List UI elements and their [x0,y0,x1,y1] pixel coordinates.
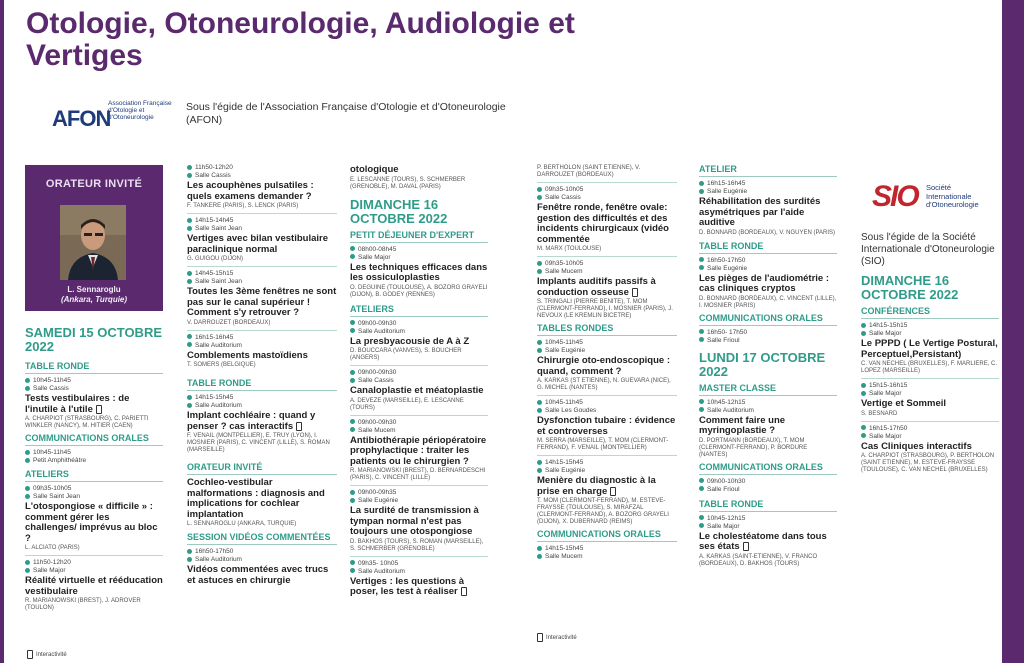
session-time: 09h35-10h05 [537,260,677,268]
divider [350,415,488,416]
section-table-ronde: TABLE RONDE [187,378,337,391]
clock-icon [25,486,30,491]
session-time: 09h35- 10h05 [350,560,488,568]
session-room: Salle Mucem [537,553,677,561]
clock-icon [187,395,192,400]
session-authors: O. DEGUINE (TOULOUSE), A. BOZORG GRAYELI (DIJON), B. GODEY (RENNES) [350,284,488,298]
session-room: Salle Auditorium [350,568,488,576]
session-room: Salle Major [25,567,163,575]
location-pin-icon [25,494,30,499]
column-sunday-2 [537,164,677,561]
sio-patronage: Sous l'égide de la Société Internationale d'Otoneurologie (SIO) [861,232,995,267]
session-title: Les pièges de l'audiométrie : cas cliniques cryptos [699,272,830,294]
sio-logo-subtitle: Société Internationale d'Otoneurologie [926,183,979,209]
column-saturday [25,326,163,615]
interactivity-icon [743,542,749,551]
clock-icon [537,546,542,551]
legend: Interactivité [537,633,577,642]
session-title: L'otospongiose « difficile » : comment gérer les challenges/ imprévus au bloc ? [25,501,158,544]
session-authors: V. DARROUZET (BORDEAUX) [187,319,271,326]
session-time: 14h15-15h45 [187,394,337,402]
afon-logo [52,98,172,140]
session-time: 15h15-16h15 [861,382,999,390]
day-heading-sunday: DIMANCHE 16 OCTOBRE 2022 [350,196,448,226]
session-room: Salle Eugénie [350,497,488,505]
clock-icon [350,560,355,565]
location-pin-icon [537,195,542,200]
location-pin-icon [699,189,704,194]
interactivity-icon [461,587,467,596]
session-title: Tests vestibulaires : de l'inutile à l'utile [25,393,130,415]
session-authors: A. CHARPIOT (STRASBOURG), P. BERTHOLON (SAINT ETIENNE), M. ESTEVE-FRAYSSE (TOULOUSE), C. VAN NECHEL (BRUXELLES) [861,453,995,473]
clock-icon [350,320,355,325]
clock-icon [699,478,704,483]
session-time: 08h00-08h45 [350,246,488,254]
portrait-icon [60,205,126,280]
session-room: Salle Mucem [350,427,488,435]
session-title: Le cholestéatome dans tous ses états [699,530,827,553]
session-time: 10h45-11h45 [25,449,163,457]
location-pin-icon [699,265,704,270]
session-time: 10h45-11h45 [25,377,163,385]
session-time: 09h00-09h30 [350,419,488,427]
session-time: 10h45-11h45 [537,339,677,347]
location-pin-icon [187,557,192,562]
session-authors: M. MARX (TOULOUSE) [537,246,602,252]
location-pin-icon [861,391,866,396]
section-ateliers: ATELIERS [25,469,163,482]
interactivity-icon [537,633,543,642]
sio-logo-text: SIO [872,180,918,213]
clock-icon [699,399,704,404]
session-authors: A. KARKAS (SAINT-ETIENNE), V. FRANCO (BORDEAUX), D. BAKHOS (TOURS) [699,553,818,567]
left-band [0,0,4,663]
section-atelier: ATELIER [699,164,837,177]
clock-icon [350,370,355,375]
day-heading-monday: LUNDI 17 OCTOBRE 2022 [699,349,826,379]
session-room: Salle Cassis [350,377,488,385]
session-authors: S. BESNARD [861,410,898,417]
section-tables-rondes: TABLES RONDES [537,323,677,336]
clock-icon [537,187,542,192]
session-time: 10h45-12h15 [699,515,837,523]
divider [537,256,677,257]
session-room: Salle Cassis [537,194,677,202]
section-master-classe: MASTER CLASSE [699,383,837,396]
session-room: Salle Major [861,330,999,338]
session-authors: R. MARIANOWSKI (BREST), J. ADROVER (TOULON) [25,598,141,612]
session-time: 09h35-10h05 [25,485,163,493]
session-title: Comment faire une myringoplastie ? [699,414,786,436]
session-authors: F. VENAIL (MONTPELLIER), E. TRUY (LYON), I. MOSNIER (PARIS), C. VINCENT (LILLE), S. ROMAN (MARSEILLE) [187,433,330,454]
orateur-place: (Ankara, Turquie) [60,294,128,304]
location-pin-icon [187,342,192,347]
session-authors: G. GUIGOU (DIJON) [187,256,243,262]
location-pin-icon [350,254,355,259]
session-time: 16h50- 17h50 [699,329,837,337]
session-title: Réalité virtuelle et rééducation vestibulaire [25,575,163,597]
interactivity-icon [296,422,302,431]
section-table-ronde: TABLE RONDE [699,499,837,512]
page-title: Otologie, Otoneurologie, Audiologie et Vertiges [26,7,575,72]
orateur-name: L. Sennaroglu [67,285,121,294]
divider [537,182,677,183]
session-room: Salle Saint Jean [25,493,163,501]
session-room: Salle Auditorium [187,556,337,564]
divider [861,421,999,422]
session-title: Dysfonction tubaire : évidence et controverses [537,415,676,437]
session-authors: R. MARIANOWSKI (BREST), D. BERNARDESCHI (PARIS), C. VINCENT (LILLE) [350,468,486,481]
location-pin-icon [699,407,704,412]
clock-icon [537,340,542,345]
location-pin-icon [350,328,355,333]
session-authors: A. DEVEZE (MARSEILLE), E. LESCANNE (TOURS) [350,397,464,411]
column-sunday [350,164,488,598]
session-room: Salle Les Goudes [537,407,677,415]
session-title: Vertige et Sommeil [861,398,947,409]
session-time: 16h15-16h45 [699,180,837,188]
session-title: Fenêtre ronde, fenêtre ovale: gestion des difficultés et des incidents chirurgicaux (vidéo commentée [537,202,669,245]
clock-icon [537,460,542,465]
session-authors: T. MOM (CLERMONT-FERRAND), M. ESTEVE-FRAYSSE (TOULOUSE), S. MIRAFZAL (CLERMONT-FERRAND), A. BOZORG GRAYELI (DIJON), X. DUBERNARD (REIMS) [537,498,669,526]
clock-icon [350,419,355,424]
clock-icon [861,323,866,328]
session-room: Petit Amphithéâtre [25,457,163,465]
session-time: 11h50-12h20 [187,164,337,172]
location-pin-icon [699,337,704,342]
section-communications: COMMUNICATIONS ORALES [537,529,677,542]
location-pin-icon [699,523,704,528]
session-time: 09h00-09h30 [350,320,488,328]
location-pin-icon [537,554,542,559]
divider [187,330,337,331]
session-title: Le PPPD ( Le Vertige Postural, Perceptuel,Persistant) [861,338,998,360]
right-band [1002,0,1024,663]
session-authors: D. BOUCCARA (VANVES), S. BOUCHER (ANGERS) [350,348,462,361]
section-communications: COMMUNICATIONS ORALES [699,313,837,326]
session-authors: D. PORTMANN (BORDEAUX), T. MOM (CLERMONT-FERRAND), P. BORDURE (NANTES) [699,437,808,458]
divider [187,266,337,267]
session-title: Vertiges : les questions à poser, les test à réaliser [350,577,488,598]
legend: Interactivité [27,650,67,659]
orateur-box [25,165,163,311]
session-title: Chirurgie oto-endoscopique : quand, comment ? [537,355,670,377]
location-pin-icon [25,386,30,391]
session-authors: F. TANKERE (PARIS), S. LENCK (PARIS) [187,203,299,209]
session-room: Salle Frioul [699,486,837,494]
sio-logo [872,180,992,220]
clock-icon [350,490,355,495]
divider [350,485,488,486]
session-time: 16h15-17h50 [861,425,999,433]
location-pin-icon [537,468,542,473]
location-pin-icon [25,568,30,573]
session-authors: A. CHARPIOT (STRASBOURG), C. PARIETTI WINKLER (NANCY), M. HITIER (CAEN) [25,416,149,430]
clock-icon [699,329,704,334]
session-room: Salle Eugénie [699,188,837,196]
session-title: Vertiges avec bilan vestibulaire paraclinique normal [187,233,328,255]
session-room: Salle Auditorium [699,407,837,415]
interactivity-icon [27,650,33,659]
session-title: Implants auditifs passifs à conduction osseuse [537,276,656,298]
session-time: 16h50-17h50 [699,257,837,265]
session-room: Salle Eugénie [537,347,677,355]
section-petit-dejeuner: PETIT DÉJEUNER D'EXPERT [350,230,488,243]
session-time: 10h45-12h15 [699,399,837,407]
session-title: La presbyacousie de A à Z [350,335,470,347]
session-title: Cas Cliniques interactifs [861,440,972,452]
session-time: 09h35-10h05 [537,186,677,194]
session-time: 14h15-14h45 [187,217,337,225]
session-authors: A. KARKAS (ST ETIENNE), N. GUEVARA (NICE), G. MICHEL (NANTES) [537,378,671,392]
clock-icon [187,218,192,223]
divider [537,455,677,456]
clock-icon [861,383,866,388]
session-room: Salle Cassis [25,385,163,393]
column-saturday-2 [187,164,337,586]
divider [537,395,677,396]
session-authors: L. SENNAROGLU (ANKARA, TURQUIE) [187,521,297,528]
session-title: Comblements mastoïdiens [187,349,308,361]
day-heading-saturday: SAMEDI 15 OCTOBRE 2022 [25,325,163,354]
session-authors: L. ALCIATO (PARIS) [25,545,80,552]
session-room: Salle Mucem [537,268,677,276]
session-title: otologique [350,164,399,175]
column-monday [699,164,837,571]
clock-icon [350,246,355,251]
location-pin-icon [350,568,355,573]
session-title: Toutes les 3ème fenêtres ne sont pas sur le canal supérieur ! Comment s'y retrouver ? [187,286,337,318]
clock-icon [25,450,30,455]
orateur-photo [60,205,126,280]
divider [187,213,337,214]
clock-icon [537,400,542,405]
session-room: Salle Auditorium [350,328,488,336]
clock-icon [699,257,704,262]
session-authors: E. LESCANNE (TOURS), S. SCHMERBER (GRENOBLE), M. DAVAL (PARIS) [350,176,466,190]
section-communications: COMMUNICATIONS ORALES [699,462,837,475]
session-authors: C. VAN NECHEL (BRUXELLES), F. MARLIERE, C. LOPEZ (MARSEILLE) [861,361,998,374]
session-title: Canaloplastie et méatoplastie [350,385,484,396]
session-time: 09h00-09h35 [350,489,488,497]
section-videos: SESSION VIDÉOS COMMENTÉES [187,532,337,545]
location-pin-icon [861,331,866,336]
interactivity-icon [610,487,616,496]
session-time: 16h15-16h45 [187,334,337,342]
session-room: Salle Eugénie [699,265,837,273]
session-room: Salle Frioul [699,337,837,345]
clock-icon [25,560,30,565]
session-time: 09h00-09h30 [350,369,488,377]
session-time: 14h45-15h15 [187,270,337,278]
location-pin-icon [861,433,866,438]
clock-icon [699,515,704,520]
clock-icon [187,165,192,170]
session-title: Menière du diagnostic à la prise en charge [537,475,656,497]
session-authors: D. BONNARD (BORDEAUX), V. NGUYEN (PARIS) [699,229,836,236]
session-room: Salle Major [861,390,999,398]
location-pin-icon [537,408,542,413]
session-authors: P. BERTHOLON (SAINT ETIENNE), V. DARROUZET (BORDEAUX) [537,165,641,178]
clock-icon [187,334,192,339]
session-room: Salle Saint Jean [187,225,337,233]
location-pin-icon [187,173,192,178]
clock-icon [861,425,866,430]
session-title: Vidéos commentées avec trucs et astuces en chirurgie [187,564,329,586]
session-room: Salle Saint Jean [187,278,337,286]
session-time: 16h50-17h50 [187,548,337,556]
afon-patronage: Sous l'égide de l'Association Française d'Otologie et d'Otoneurologie (AFON) [186,101,506,126]
location-pin-icon [187,279,192,284]
location-pin-icon [350,498,355,503]
session-authors: D. BONNARD (BORDEAUX), C. VINCENT (LILLE), I. MOSNIER (PARIS) [699,295,837,309]
location-pin-icon [537,348,542,353]
session-title: Implant cochléaire : quand y penser ? cas interactifs [187,410,316,432]
session-room: Salle Major [350,254,488,262]
session-time: 11h50-12h20 [25,559,163,567]
session-authors: D. BAKHOS (TOURS), S. ROMAN (MARSEILLE), S. SCHMERBER (GRENOBLE) [350,538,484,552]
session-title: Cochleo-vestibular malformations : diagnosis and implications for cochlear implantation [187,477,325,520]
location-pin-icon [699,486,704,491]
section-ateliers: ATELIERS [350,304,488,317]
session-room: Salle Cassis [187,172,337,180]
location-pin-icon [187,403,192,408]
clock-icon [25,378,30,383]
divider [350,365,488,366]
session-time: 14h15-15h45 [537,545,677,553]
section-table-ronde: TABLE RONDE [25,361,163,374]
interactivity-icon [96,405,102,414]
section-table-ronde: TABLE RONDE [699,241,837,254]
session-room: Salle Major [861,433,999,441]
location-pin-icon [187,226,192,231]
interactivity-icon [632,288,638,297]
location-pin-icon [537,269,542,274]
session-room: Salle Major [699,523,837,531]
session-room: Salle Eugénie [537,467,677,475]
session-title: La surdité de transmission à tympan normal n'est pas toujours une otospongiose [350,505,479,537]
session-title: Les acouphènes pulsatiles : quels examens demander ? [187,180,314,202]
clock-icon [187,549,192,554]
session-time: 14h15-15h15 [861,322,999,330]
session-title: Réhabilitation des surdités asymétriques par l'aide auditive [699,196,821,228]
section-orateur-invite: ORATEUR INVITÉ [187,462,337,475]
location-pin-icon [350,427,355,432]
session-authors: M. SERRA (MARSEILLE), T. MOM (CLERMONT-FERRAND), F. VENAIL (MONTPELLIER) [537,438,669,452]
afon-logo-text: AFON [52,106,111,131]
session-title: Les techniques efficaces dans les ossiculoplasties [350,261,488,283]
session-room: Salle Auditorium [187,402,337,410]
session-time: 09h00-10h30 [699,478,837,486]
column-sio [861,232,999,477]
clock-icon [699,181,704,186]
section-communications: COMMUNICATIONS ORALES [25,433,163,446]
clock-icon [537,261,542,266]
session-authors: T. SOMERS (BELGIQUE) [187,362,256,368]
session-authors: S. TRINGALI (PIERRE BENITE), T. MOM (CLERMONT-FERRAND), I. MOSNIER (PARIS), J. NEVOUX (LE KREMLIN BICETRE) [537,299,673,320]
session-title: Antibiothérapie périopératoire prophylactique : traiter les patients ou le chirurgien ? [350,434,487,467]
divider [25,555,163,556]
session-time: 14h15-15h45 [537,459,677,467]
clock-icon [187,271,192,276]
orateur-heading: ORATEUR INVITÉ [45,178,143,190]
session-room: Salle Auditorium [187,342,337,350]
day-heading-sunday-sio: DIMANCHE 16 OCTOBRE 2022 [861,273,959,302]
divider [350,556,488,557]
location-pin-icon [350,378,355,383]
divider [861,378,999,379]
location-pin-icon [25,458,30,463]
session-time: 10h45-11h45 [537,399,677,407]
section-conferences: CONFÉRENCES [861,306,999,319]
afon-logo-subtitle: Association Française d'Otologie et d'Otoneurologie [108,100,172,121]
